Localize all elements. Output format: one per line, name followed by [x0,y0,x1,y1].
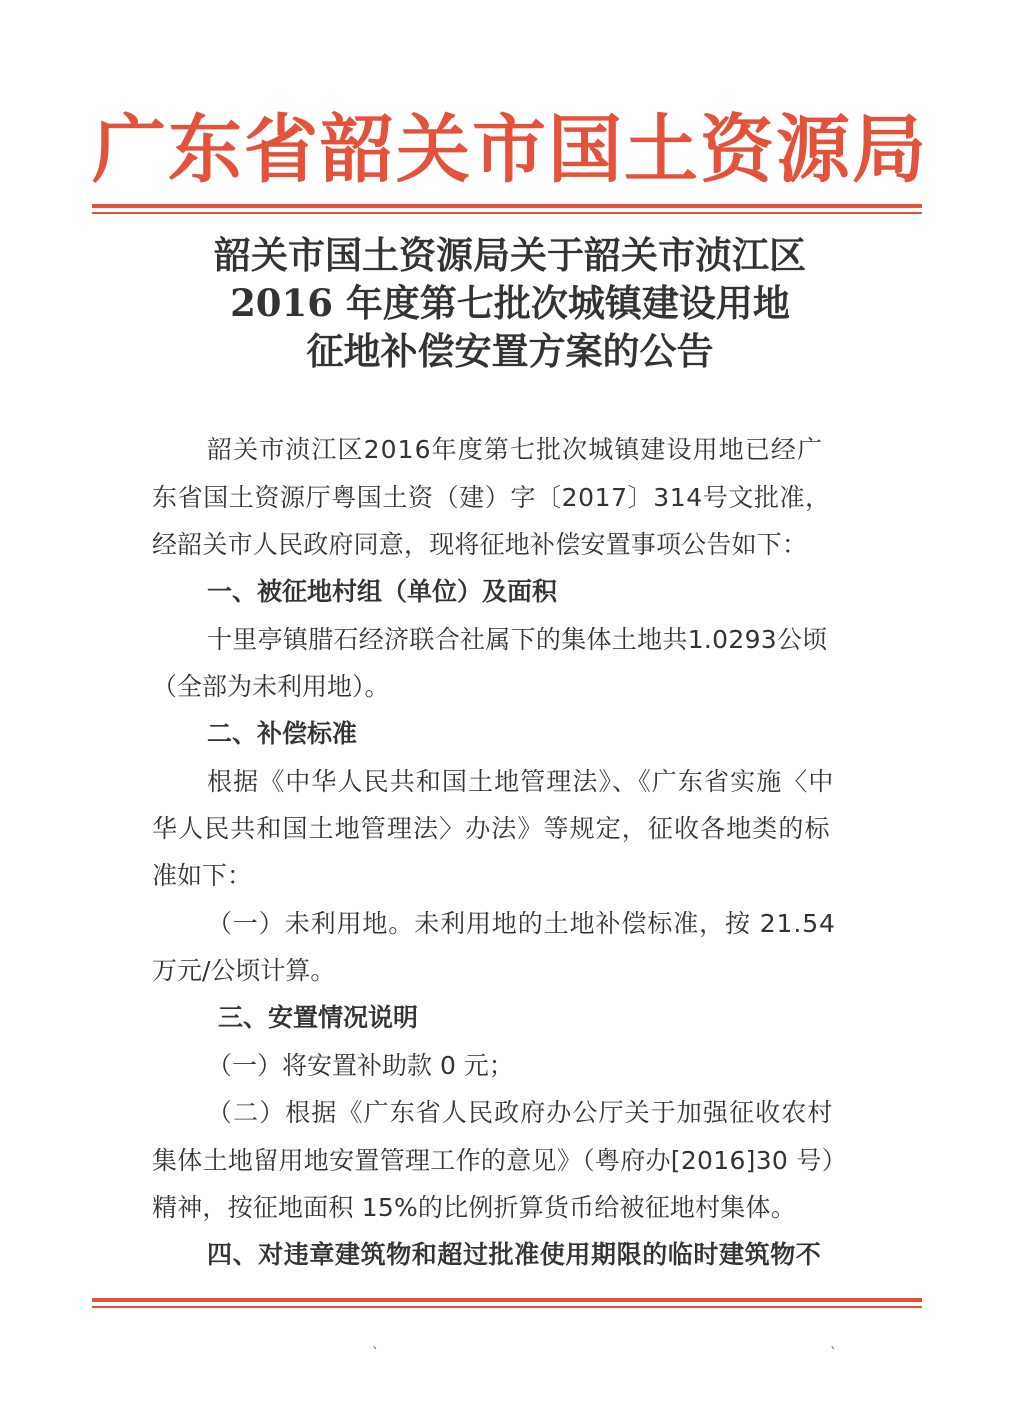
section-3-item-2-line-1: （二）根据《广东省人民政府办公厅关于加强征收农村 [207,1098,834,1127]
scan-speck-mark: ˋ [830,1346,837,1362]
section-3-item-2-line-2: 集体土地留用地安置管理工作的意见》（粤府办[2016]30 号） [152,1146,847,1175]
section-2-line-2: 华人民共和国土地管理法〉办法》等规定，征收各地类的标 [152,814,831,843]
header-red-rule-thick [92,204,922,208]
section-2-line-3: 准如下： [152,861,253,890]
scan-speck-mark: ˋ [372,1346,379,1362]
document-title-line-1: 韶关市国土资源局关于韶关市浈江区 [214,233,806,277]
section-2-item-1-line-1: （一）未利用地。未利用地的土地补偿标准，按 21.54 [207,909,836,938]
document-title-line-3: 征地补偿安置方案的公告 [306,329,714,373]
issuing-authority-header: 广东省韶关市国土资源局 [92,107,928,193]
intro-line-2: 东省国土资源厅粤国土资（建）字〔2017〕314号文批准， [152,483,831,512]
section-3-item-1: （一）将安置补助款 0 元； [207,1051,514,1080]
section-4-heading: 四、对违章建筑物和超过批准使用期限的临时建筑物不 [207,1240,822,1269]
intro-line-1: 韶关市浈江区2016年度第七批次城镇建设用地已经广 [207,435,824,464]
section-3-heading: 三、安置情况说明 [218,1003,419,1032]
section-3-item-2-line-3: 精神，按征地面积 15%的比例折算货币给被征地村集体。 [152,1193,796,1222]
footer-red-rule-thin [92,1306,922,1308]
section-2-heading: 二、补偿标准 [207,719,358,748]
footer-red-rule-thick [92,1298,922,1302]
section-1-heading: 一、被征地村组（单位）及面积 [207,577,558,606]
document-title-line-2: 2016 年度第七批次城镇建设用地 [230,281,790,325]
section-1-line-2: （全部为未利用地）。 [152,672,390,701]
section-2-line-1: 根据《中华人民共和国土地管理法》、《广东省实施〈中 [207,767,835,796]
section-1-line-1: 十里亭镇腊石经济联合社属下的集体土地共1.0293公顷 [207,625,828,654]
header-red-rule-thin [92,212,922,214]
section-2-item-1-line-2: 万元/公顷计算。 [152,956,336,985]
intro-line-3: 经韶关市人民政府同意，现将征地补偿安置事项公告如下： [152,530,808,559]
